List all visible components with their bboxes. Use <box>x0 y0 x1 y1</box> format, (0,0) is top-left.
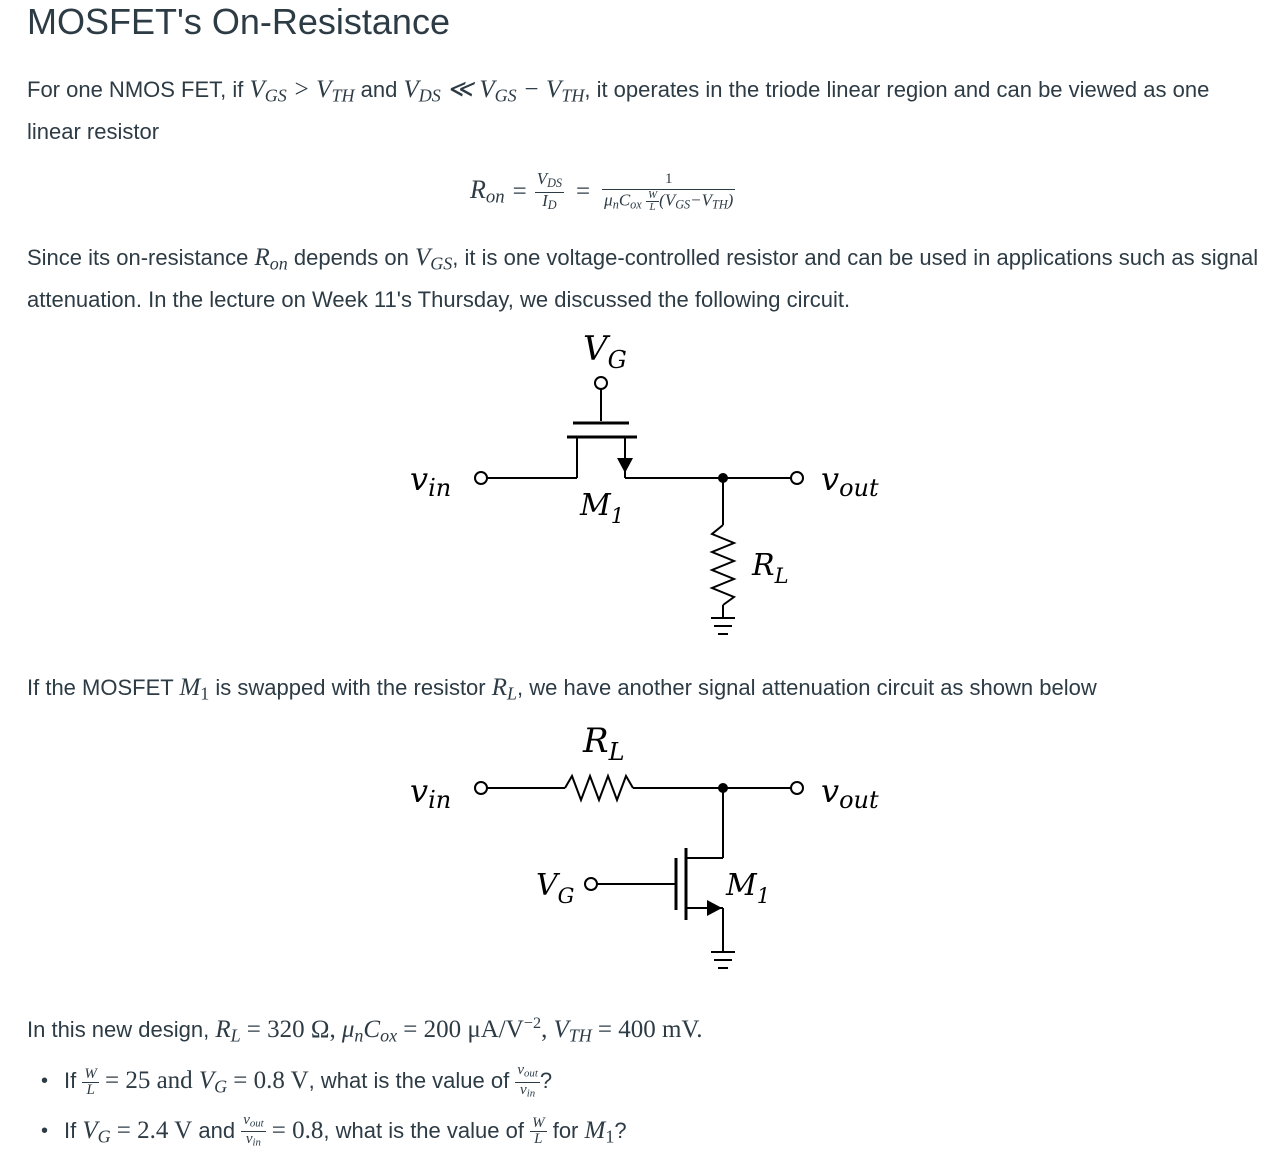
para3-text-2: is swapped with the resistor <box>215 675 485 700</box>
q1-vg-value: = 0.8 V <box>233 1067 308 1094</box>
math-ron: $R_{on}$ <box>254 244 287 271</box>
vin-terminal <box>475 782 487 794</box>
vg-terminal <box>595 377 607 389</box>
vin-label: vin <box>410 460 451 502</box>
vg-label: $V_G$ <box>583 329 627 374</box>
junction-dot <box>718 473 728 483</box>
q1-if: If <box>64 1068 76 1093</box>
circuit-diagram-1 <box>0 320 1273 660</box>
intro-text-3: , it operates in the triode linear region and can be viewed as one linear resistor <box>27 77 1209 144</box>
rl-label: $R_L$ <box>582 721 625 766</box>
math-mucox: $\mu_nC_{ox}$ <box>342 1016 397 1043</box>
vg-label: $V_G$ <box>536 868 574 908</box>
math-vg: $V_G$ <box>82 1117 110 1144</box>
para2-text-1: Since its on-resistance <box>27 245 248 270</box>
rl-label: $R_L$ <box>751 548 789 588</box>
math-rl-value: $R_L$ <box>215 1016 240 1043</box>
math-rl: $R_L$ <box>492 674 517 701</box>
q2-for: for <box>553 1118 579 1143</box>
question-2 <box>27 1109 1263 1158</box>
question-1 <box>27 1059 1263 1109</box>
math-vds-ll: $V_{DS}$ ≪ $V_{GS} - V_{TH}$ <box>403 76 584 103</box>
resistor-rl <box>712 525 734 605</box>
intro-text-2: and <box>361 77 398 102</box>
q2-and: and <box>198 1118 235 1143</box>
arrow-icon <box>617 458 633 473</box>
intro-text-1: For one NMOS FET, if <box>27 77 243 102</box>
vout-terminal <box>791 782 803 794</box>
vin-label: vin <box>410 772 451 814</box>
para3-text-3: , we have another signal attenuation circuit as shown below <box>517 675 1097 700</box>
page-title: MOSFET's On-Resistance <box>27 0 450 44</box>
ron-expression-fraction: 1 $\mu_nC_{ox}$ $\frac{W}{L}$ $(V_{GS}-V_{TH})$ <box>602 169 735 214</box>
junction-dot <box>718 783 728 793</box>
q2-vg-value: = 2.4 V <box>117 1117 192 1144</box>
m1-label: $M_1$ <box>579 488 624 528</box>
ron-formula: $R_{on}$ = $\frac{V_{DS}}{I_D}$ = 1 $\mu_nC_{ox}$ $\frac{W}{L}$ $(V_{GS}-V_{TH})$ <box>470 162 735 222</box>
resistor-rl <box>565 776 633 800</box>
math-vg: $V_G$ <box>199 1067 227 1094</box>
q2-if: If <box>64 1118 76 1143</box>
vout-over-vin-fraction: $\frac{v_{out}}{v_{in}}$ <box>515 1063 539 1101</box>
vin-terminal <box>475 472 487 484</box>
math-m1: $M_1$ <box>585 1117 615 1144</box>
circuit-diagram-2 <box>0 715 1273 995</box>
rl-value: = 320 Ω, <box>247 1016 336 1043</box>
mucox-value: = 200 $\mu A/V^{-2}$, <box>403 1016 547 1043</box>
para3-text-1: If the MOSFET <box>27 675 173 700</box>
question-list <box>27 1059 1263 1158</box>
q1-tail: , what is the value of <box>309 1068 510 1093</box>
para2-text-2: depends on <box>294 245 409 270</box>
vds-over-id-fraction: $\frac{V_{DS}}{I_D}$ <box>535 171 564 212</box>
q2-end: ? <box>614 1118 626 1143</box>
math-vgs-gt-vth: $V_{GS} > V_{TH}$ <box>250 76 355 103</box>
para4-text-1: In this new design, <box>27 1017 209 1042</box>
intro-paragraph <box>27 72 1263 150</box>
q2-tail: , what is the value of <box>323 1118 524 1143</box>
paragraph-2 <box>27 240 1263 318</box>
m1-label: $M_1$ <box>725 868 770 908</box>
math-vgs: $V_{GS}$ <box>415 244 452 271</box>
vg-terminal <box>585 878 597 890</box>
para2-text-3: , it is one voltage-controlled resistor and can be used in applications such as signal attenuation. In the lecture on Week 11's Thursday, we discussed the following circuit. <box>27 245 1258 312</box>
paragraph-3 <box>27 670 1263 712</box>
vout-label: vout <box>821 460 879 502</box>
vout-over-vin-fraction: $\frac{v_{out}}{v_{in}}$ <box>241 1113 265 1151</box>
q1-wl-value: = 25 and <box>105 1067 193 1094</box>
w-over-l-fraction: $\frac{W}{L}$ <box>82 1067 99 1098</box>
w-over-l-fraction: $\frac{W}{L}$ <box>530 1116 547 1147</box>
math-vth: $V_{TH}$ <box>553 1016 591 1043</box>
q2-ratio-value: = 0.8 <box>272 1117 324 1144</box>
vout-terminal <box>791 472 803 484</box>
arrow-icon <box>707 900 722 916</box>
paragraph-4 <box>27 1005 1263 1053</box>
math-m1: $M_1$ <box>179 674 209 701</box>
vout-label: vout <box>821 772 879 814</box>
vth-value: = 400 mV. <box>598 1016 703 1043</box>
q1-end: ? <box>540 1068 552 1093</box>
